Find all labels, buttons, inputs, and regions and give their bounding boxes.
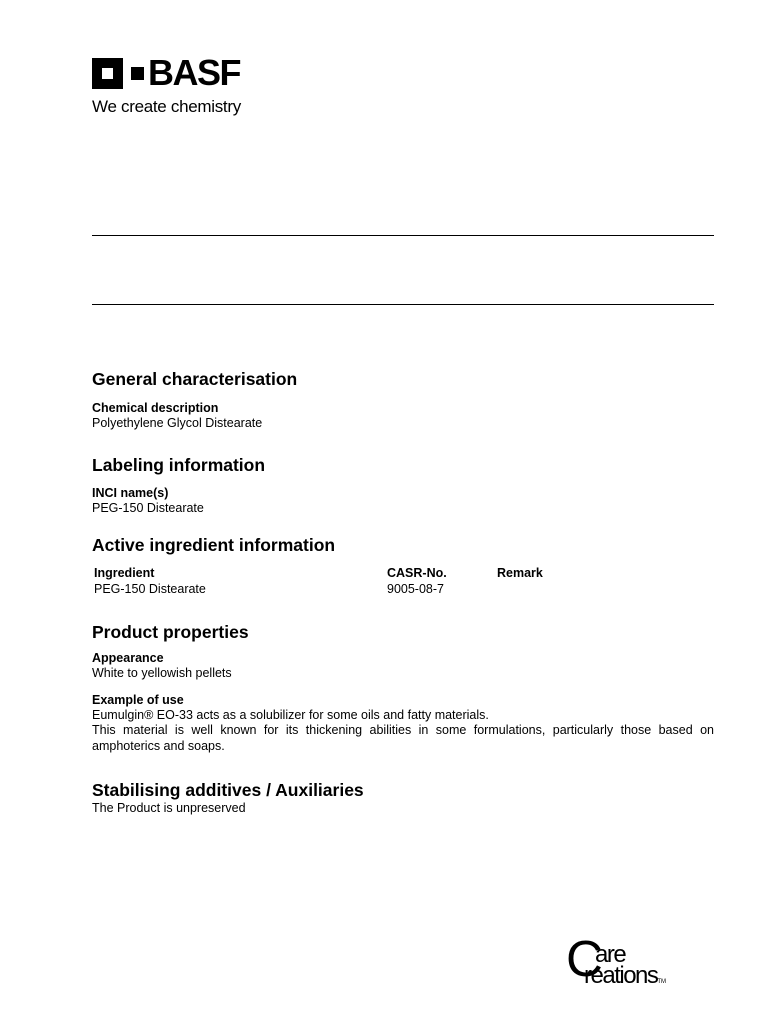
care-logo-tm: TM: [657, 979, 667, 985]
example-use-line1: Eumulgin® EO-33 acts as a solubilizer for some oils and fatty materials.: [92, 707, 489, 722]
basf-logo: [92, 52, 292, 120]
properties-heading: Product properties: [92, 622, 249, 642]
ingredient-table: [94, 566, 617, 597]
general-heading: General characterisation: [92, 369, 298, 389]
stabilising-value: The Product is unpreserved: [92, 801, 246, 815]
chemical-description-value: Polyethylene Glycol Distearate: [92, 416, 263, 430]
active-heading: Active ingredient information: [92, 535, 336, 555]
brand-tagline: We create chemistry: [92, 97, 241, 116]
document-body: [92, 368, 714, 817]
care-creations-logo: [566, 930, 726, 996]
chemical-description-label: Chemical description: [92, 401, 219, 415]
table-header-row: [94, 566, 617, 582]
table-row: [94, 582, 617, 598]
inci-value: PEG-150 Distearate: [92, 500, 204, 515]
care-logo-line2-text: reations: [584, 962, 658, 989]
divider-bottom: [92, 304, 714, 305]
col-remark: Remark: [497, 566, 543, 580]
example-use-line2: This material is well known for its thickening abilities in some formulations, particularly those based on amphoterics and soaps.: [92, 723, 714, 753]
logo-small-square-icon: [131, 67, 144, 80]
care-logo-line1: are: [595, 941, 626, 968]
logo-square-inner: [102, 68, 113, 79]
col-ingredient: Ingredient: [94, 566, 155, 580]
cell-casr: 9005-08-7: [387, 581, 444, 596]
labeling-heading: Labeling information: [92, 454, 266, 475]
inci-label: INCI name(s): [92, 485, 169, 500]
care-logo-c: C: [566, 930, 601, 987]
care-logo-line2: [584, 963, 666, 995]
divider-top: [92, 235, 714, 236]
stabilising-heading: Stabilising additives / Auxiliaries: [92, 780, 364, 800]
example-use-label: Example of use: [92, 692, 184, 707]
col-casr: CASR-No.: [387, 566, 447, 580]
appearance-label: Appearance: [92, 651, 164, 665]
brand-name: BASF: [148, 52, 240, 93]
cell-ingredient: PEG-150 Distearate: [94, 581, 206, 596]
cell-remark: [497, 582, 617, 598]
appearance-value: White to yellowish pellets: [92, 666, 232, 680]
